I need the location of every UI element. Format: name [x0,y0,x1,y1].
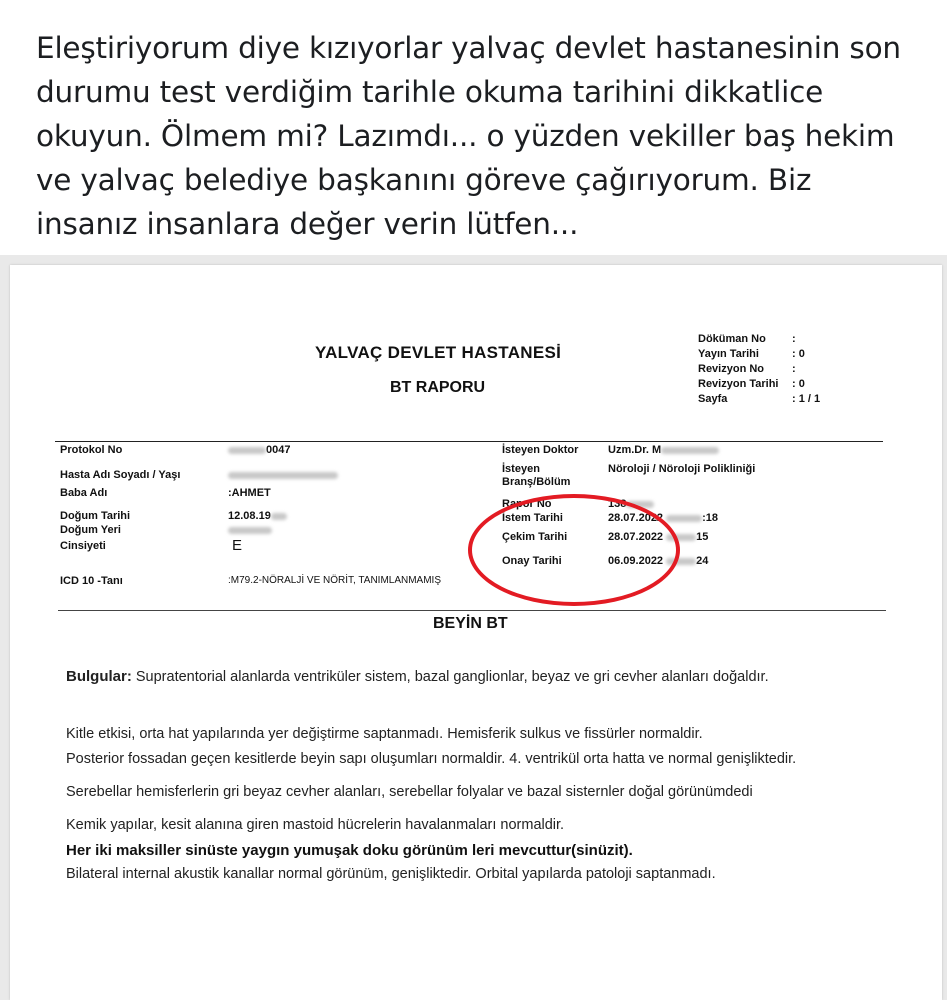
doktor-label: İsteyen Doktor [502,444,579,456]
paragraph-bulgular: Bulgular: Supratentorial alanlarda ventriküler sistem, bazal ganglionlar, beyaz ve gri cevher alanları doğaldır. [66,668,769,685]
report-page [10,265,942,1000]
onay-value: 06.09.2022 24 [608,555,709,567]
paragraph: Serebellar hemisferlerin gri beyaz cevher alanları, serebellar folyalar ve bazal sisternler doğal görünümdedi [66,784,753,800]
section-title: BEYİN BT [433,615,508,632]
redaction [228,447,266,454]
dogum-yeri-label: Doğum Yeri [60,524,121,536]
istem-value: 28.07.2022 :18 [608,512,719,524]
cinsiyet-label: Cinsiyeti [60,540,106,552]
dogum-tarihi-value: 12.08.19 [228,510,287,522]
dogum-yeri-value [228,524,272,536]
meta-label: Revizyon No [698,363,765,375]
protokol-label: Protokol No [60,444,123,456]
bulgular-label: Bulgular: [66,668,132,685]
paragraph: Bilateral internal akustik kanallar normal görünüm, genişliktedir. Orbital yapılarda patoloji saptanmadı. [66,866,716,882]
baba-value: :AHMET [228,487,271,499]
meta-value: : 0 [792,378,805,390]
meta-value: : [792,333,796,345]
paragraph: Kitle etkisi, orta hat yapılarında yer değiştirme saptanmadı. Hemisferik sulkus ve fissürler normaldir. [66,726,703,742]
cekim-label: Çekim Tarihi [502,531,568,543]
hasta-value [228,469,338,481]
brans-label: İsteyen Branş/Bölüm [502,463,571,488]
paragraph-bold: Her iki maksiller sinüste yaygın yumuşak doku görünüm leri mevcuttur(sinüzit). [66,842,633,859]
meta-value: : 1 / 1 [792,393,821,405]
meta-label: Sayfa [698,393,728,405]
post-caption: Eleştiriyorum diye kızıyorlar yalvaç devlet hastanesinin son durumu test verdiğim tarihle okuma tarihini dikkatlice okuyun. Ölmem mi? Lazımdı... o yüzden vekiller baş hekim ve yalvaç belediye başkanını göreve çağırıyorum. Biz insanız insanlara değer verin lütfen... [36,31,901,241]
hasta-label: Hasta Adı Soyadı / Yaşı [60,469,181,481]
protokol-value: 0047 [228,444,290,456]
rapor-label: Rapor No [502,498,552,510]
redaction [666,515,702,522]
report-image [0,255,947,1000]
meta-label: Yayın Tarihi [698,348,759,360]
meta-label: Döküman No [698,333,766,345]
redaction [228,527,272,534]
icd-label: ICD 10 -Tanı [60,575,123,587]
hospital-name: YALVAÇ DEVLET HASTANESİ [315,343,562,362]
header-divider [55,441,883,442]
meta-value: : [792,363,796,375]
report-title: BT RAPORU [390,379,486,396]
rapor-value: 138 [608,498,654,510]
doktor-value: Uzm.Dr. M [608,444,719,456]
onay-label: Onay Tarihi [502,555,562,567]
meta-value: : 0 [792,348,805,360]
cinsiyet-value: E [232,537,243,554]
dogum-tarihi-label: Doğum Tarihi [60,510,131,522]
paragraph: Kemik yapılar, kesit alanına giren mastoid hücrelerin havalanmaları normaldir. [66,817,565,833]
icd-value: :M79.2-NÖRALJİ VE NÖRİT, TANIMLANMAMIŞ [228,575,442,586]
meta-label: Revizyon Tarihi [698,378,779,390]
document-meta [698,332,820,407]
paragraph: Posterior fossadan geçen kesitlerde beyin sapı oluşumları normaldir. 4. ventrikül orta hatta ve normal genişliktedir. [66,751,797,767]
redaction [271,513,287,520]
cekim-value: 28.07.2022 15 [608,531,709,543]
fields-divider [58,610,886,611]
istem-label: İstem Tarihi [502,512,563,524]
redaction [661,447,719,454]
baba-label: Baba Adı [60,487,108,499]
redaction [228,472,338,479]
red-highlight-circle [468,494,680,606]
brans-value: Nöroloji / Nöroloji Polikliniği [608,463,756,475]
